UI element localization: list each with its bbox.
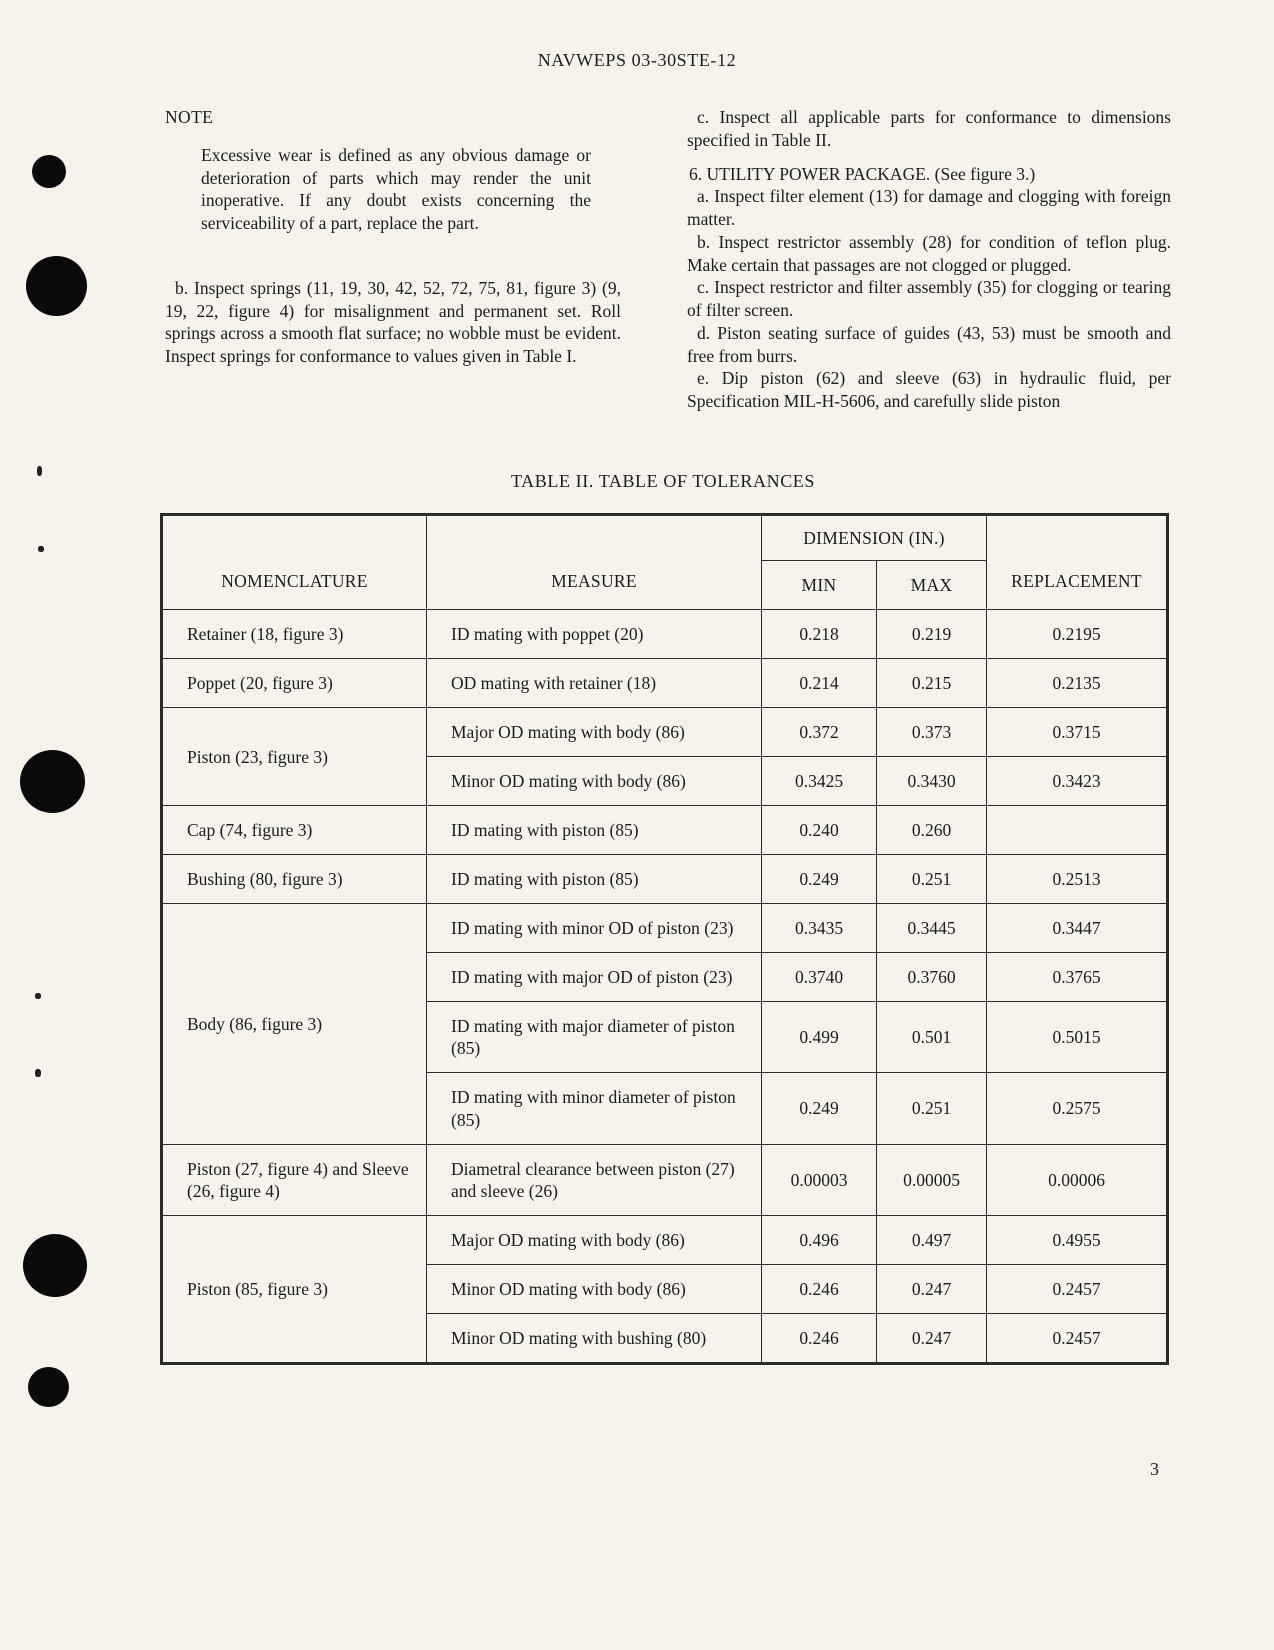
scan-speck xyxy=(38,546,44,552)
scan-speck xyxy=(37,466,42,476)
replacement-cell: 0.2575 xyxy=(987,1073,1168,1144)
min-cell: 0.496 xyxy=(762,1215,877,1264)
measure-cell: ID mating with piston (85) xyxy=(427,855,762,904)
paragraph-b: b. Inspect springs (11, 19, 30, 42, 52, 72, 75, 81, figure 3) (9, 19, 22, figure 4) for misalignment and permanent set. Roll springs across a smooth flat surface; no wobble must be evident. Inspect springs for conformance to values given in Table I. xyxy=(165,277,621,366)
min-cell: 0.00003 xyxy=(762,1144,877,1215)
replacement-cell: 0.5015 xyxy=(987,1002,1168,1073)
max-cell: 0.00005 xyxy=(877,1144,987,1215)
measure-cell: Major OD mating with body (86) xyxy=(427,708,762,757)
measure-cell: Minor OD mating with bushing (80) xyxy=(427,1313,762,1363)
replacement-cell: 0.3765 xyxy=(987,953,1168,1002)
measure-cell: Minor OD mating with body (86) xyxy=(427,757,762,806)
measure-cell: ID mating with poppet (20) xyxy=(427,610,762,659)
replacement-cell: 0.2513 xyxy=(987,855,1168,904)
max-cell: 0.247 xyxy=(877,1313,987,1363)
tolerance-table-body xyxy=(162,610,1168,1364)
min-cell: 0.246 xyxy=(762,1264,877,1313)
document-header: NAVWEPS 03-30STE-12 xyxy=(537,50,737,70)
min-cell: 0.3740 xyxy=(762,953,877,1002)
table-row xyxy=(162,904,1168,953)
nomenclature-cell: Retainer (18, figure 3) xyxy=(162,610,427,659)
measure-cell: ID mating with piston (85) xyxy=(427,806,762,855)
nomenclature-cell: Piston (27, figure 4) and Sleeve (26, figure 4) xyxy=(162,1144,427,1215)
measure-cell: OD mating with retainer (18) xyxy=(427,659,762,708)
min-cell: 0.240 xyxy=(762,806,877,855)
max-cell: 0.497 xyxy=(877,1215,987,1264)
max-cell: 0.247 xyxy=(877,1264,987,1313)
max-cell: 0.215 xyxy=(877,659,987,708)
table-title: TABLE II. TABLE OF TOLERANCES xyxy=(510,471,816,491)
nomenclature-cell: Body (86, figure 3) xyxy=(162,904,427,1144)
measure-cell: ID mating with major diameter of piston (85) xyxy=(427,1002,762,1073)
replacement-cell: 0.2135 xyxy=(987,659,1168,708)
max-cell: 0.219 xyxy=(877,610,987,659)
min-cell: 0.3425 xyxy=(762,757,877,806)
min-cell: 0.249 xyxy=(762,1073,877,1144)
paragraph-c: c. Inspect all applicable parts for conformance to dimensions specified in Table II. xyxy=(687,107,1171,150)
measure-cell: ID mating with minor OD of piston (23) xyxy=(427,904,762,953)
nomenclature-cell: Piston (23, figure 3) xyxy=(162,708,427,806)
replacement-cell: 0.4955 xyxy=(987,1215,1168,1264)
min-cell: 0.214 xyxy=(762,659,877,708)
table-row xyxy=(162,1144,1168,1215)
page-number: 3 xyxy=(1150,1459,1159,1479)
min-cell: 0.218 xyxy=(762,610,877,659)
replacement-cell: 0.2457 xyxy=(987,1313,1168,1363)
max-cell: 0.260 xyxy=(877,806,987,855)
table-row xyxy=(162,610,1168,659)
measure-cell: Diametral clearance between piston (27) and sleeve (26) xyxy=(427,1144,762,1215)
text-columns xyxy=(165,106,1171,413)
measure-cell: Minor OD mating with body (86) xyxy=(427,1264,762,1313)
paragraph-6e: e. Dip piston (62) and sleeve (63) in hydraulic fluid, per Specification MIL-H-5606, and carefully slide piston xyxy=(687,368,1171,411)
max-cell: 0.373 xyxy=(877,708,987,757)
paragraph-6d: d. Piston seating surface of guides (43, 53) must be smooth and free from burrs. xyxy=(687,322,1171,366)
col-header-measure: MEASURE xyxy=(427,515,762,610)
col-header-nomenclature: NOMENCLATURE xyxy=(162,515,427,610)
table-row xyxy=(162,1215,1168,1264)
min-cell: 0.3435 xyxy=(762,904,877,953)
paragraph-6b: b. Inspect restrictor assembly (28) for condition of teflon plug. Make certain that passages are not clogged or plugged. xyxy=(687,231,1171,275)
replacement-cell: 0.2195 xyxy=(987,610,1168,659)
nomenclature-cell: Piston (85, figure 3) xyxy=(162,1215,427,1363)
table-row xyxy=(162,855,1168,904)
left-column xyxy=(165,106,621,413)
max-cell: 0.3430 xyxy=(877,757,987,806)
replacement-cell: 0.00006 xyxy=(987,1144,1168,1215)
punch-hole xyxy=(20,750,85,813)
table-row xyxy=(162,708,1168,757)
col-header-max: MAX xyxy=(877,561,987,610)
punch-hole xyxy=(32,155,66,188)
table-row xyxy=(162,659,1168,708)
paragraph-6c: c. Inspect restrictor and filter assembly (35) for clogging or tearing of filter screen. xyxy=(687,277,1171,320)
max-cell: 0.3760 xyxy=(877,953,987,1002)
note-heading: NOTE xyxy=(165,107,214,127)
punch-hole xyxy=(28,1367,69,1407)
col-header-replacement: REPLACEMENT xyxy=(987,515,1168,610)
max-cell: 0.3445 xyxy=(877,904,987,953)
right-column xyxy=(687,106,1171,413)
replacement-cell: 0.3423 xyxy=(987,757,1168,806)
nomenclature-cell: Poppet (20, figure 3) xyxy=(162,659,427,708)
col-header-min: MIN xyxy=(762,561,877,610)
note-body: Excessive wear is defined as any obvious damage or deterioration of parts which may render the unit inoperative. If any doubt exists concerning the serviceability of a part, replace the part. xyxy=(201,144,591,233)
replacement-cell: 0.2457 xyxy=(987,1264,1168,1313)
table-header xyxy=(162,515,1168,610)
min-cell: 0.372 xyxy=(762,708,877,757)
section-6-heading: 6. UTILITY POWER PACKAGE. (See figure 3.) xyxy=(689,163,1036,184)
min-cell: 0.249 xyxy=(762,855,877,904)
replacement-cell: 0.3715 xyxy=(987,708,1168,757)
min-cell: 0.499 xyxy=(762,1002,877,1073)
replacement-cell: 0.3447 xyxy=(987,904,1168,953)
replacement-cell xyxy=(987,806,1168,855)
max-cell: 0.251 xyxy=(877,855,987,904)
scan-speck xyxy=(35,993,41,999)
measure-cell: Major OD mating with body (86) xyxy=(427,1215,762,1264)
table-row xyxy=(162,806,1168,855)
nomenclature-cell: Cap (74, figure 3) xyxy=(162,806,427,855)
measure-cell: ID mating with minor diameter of piston (85) xyxy=(427,1073,762,1144)
measure-cell: ID mating with major OD of piston (23) xyxy=(427,953,762,1002)
min-cell: 0.246 xyxy=(762,1313,877,1363)
col-header-dimension: DIMENSION (IN.) xyxy=(762,515,987,561)
max-cell: 0.501 xyxy=(877,1002,987,1073)
punch-hole xyxy=(23,1234,87,1297)
nomenclature-cell: Bushing (80, figure 3) xyxy=(162,855,427,904)
tolerance-table xyxy=(160,513,1169,1365)
max-cell: 0.251 xyxy=(877,1073,987,1144)
scan-speck xyxy=(35,1069,41,1077)
paragraph-6a: a. Inspect filter element (13) for damage and clogging with foreign matter. xyxy=(687,186,1171,229)
punch-hole xyxy=(26,256,87,316)
